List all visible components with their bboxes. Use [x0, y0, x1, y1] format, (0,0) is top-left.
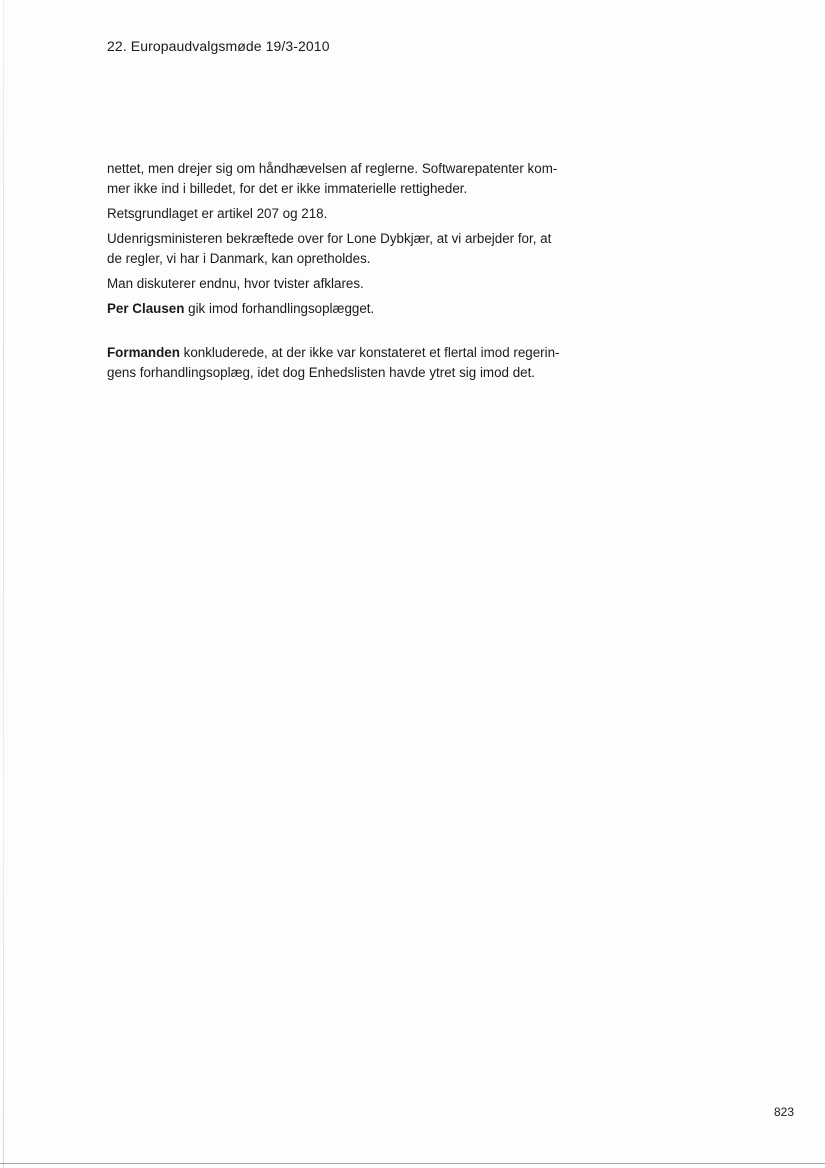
text-line: Man diskuterer endnu, hvor tvister afklares. [107, 276, 364, 291]
speaker-name: Per Clausen [107, 301, 185, 316]
paragraph [107, 204, 587, 224]
paragraph [107, 274, 587, 294]
text-line: nettet, men drejer sig om håndhævelsen af reglerne. Softwarepatenter kom- [107, 161, 558, 176]
paragraph [107, 229, 587, 269]
text-line: gens forhandlingsoplæg, idet dog Enhedslisten havde ytret sig imod det. [107, 365, 536, 380]
scan-edge [3, 0, 4, 1168]
page-header: 22. Europaudvalgsmøde 19/3-2010 [107, 38, 330, 54]
conclusion-paragraph [107, 343, 587, 383]
paragraph [107, 299, 587, 319]
paragraph [107, 159, 587, 199]
text-line: de regler, vi har i Danmark, kan opretholdes. [107, 251, 371, 266]
document-body [107, 159, 587, 388]
speaker-text: gik imod forhandlingsoplægget. [184, 301, 375, 316]
text-line: mer ikke ind i billedet, for det er ikke immaterielle rettigheder. [107, 181, 468, 196]
speaker-text: konkluderede, at der ikke var konstateret et flertal imod regerin- [179, 345, 560, 360]
speaker-name: Formanden [107, 345, 180, 360]
text-line: Retsgrundlaget er artikel 207 og 218. [107, 206, 328, 221]
page-number: 823 [774, 1105, 795, 1119]
text-line: Udenrigsministeren bekræftede over for Lone Dybkjær, at vi arbejder for, at [107, 231, 552, 246]
scan-edge-bottom [0, 1163, 825, 1164]
